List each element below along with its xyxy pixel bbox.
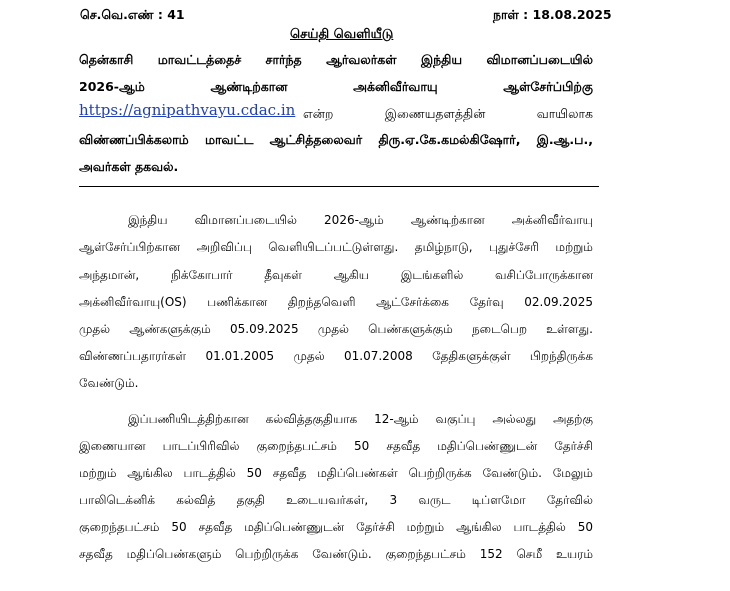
- word: இ.ஆ.ப.,: [536, 132, 593, 147]
- word: 50: [246, 466, 262, 480]
- word: உயரம்: [555, 547, 593, 561]
- word: தகுதி: [236, 493, 265, 507]
- word: பெண்களுக்கும்: [368, 322, 453, 336]
- para1-line-4: [79, 295, 593, 311]
- word: அறிவிப்பு: [196, 240, 252, 254]
- word: ஆங்கில: [127, 466, 173, 480]
- word: மற்றும்: [406, 520, 445, 534]
- word: ஆர்வலர்கள்: [326, 52, 397, 67]
- para2-line-4: [79, 493, 593, 509]
- word: சதவீத: [272, 466, 307, 480]
- word: உள்ளது.: [546, 322, 593, 336]
- subject-line-1: [79, 52, 593, 69]
- word: வேண்டும்.: [482, 466, 542, 480]
- word: 3: [389, 493, 398, 507]
- word: இணையதளத்தின்: [384, 106, 486, 121]
- word: 01.01.2005: [205, 349, 275, 363]
- word: 50: [171, 520, 187, 534]
- word: தேர்வு: [469, 295, 504, 309]
- word: புதுச்சேரி: [489, 240, 539, 254]
- word: ஆட்சித்தலைவர்: [269, 132, 363, 147]
- word: மதிப்பெண்கள்: [317, 466, 398, 480]
- subject-line-2: [79, 79, 593, 96]
- release-number: செ.வெ.எண் : 41: [80, 7, 185, 22]
- word: அக்னிவீர்வாயு(OS): [79, 295, 187, 309]
- word: உடையவர்கள்,: [286, 493, 369, 507]
- word: தேர்ச்சி: [356, 520, 395, 534]
- word: சார்ந்த: [265, 52, 302, 67]
- word: முதல்: [79, 322, 111, 336]
- word: 05.09.2025: [229, 322, 299, 336]
- word: ஆண்டிற்கான: [410, 213, 485, 227]
- word: 01.07.2008: [344, 349, 413, 363]
- word: 50: [577, 520, 593, 534]
- word: 152: [479, 547, 503, 561]
- word: டிப்ளமோ: [471, 493, 526, 507]
- word: ஆள்சேர்ப்பிற்கான: [79, 240, 181, 254]
- word: இப்பணியிடத்திற்கான: [128, 412, 249, 426]
- word: செமீ: [516, 547, 543, 561]
- word: பணிக்கான: [207, 295, 268, 309]
- word: குறைந்தபட்சம்: [79, 520, 160, 534]
- word: 2026-ஆம்: [324, 213, 384, 227]
- para1-line-5: [79, 322, 593, 338]
- word: மற்றும்: [555, 240, 593, 254]
- word: வருட: [418, 493, 451, 507]
- para2-line-1: [128, 412, 593, 428]
- word: தேர்ச்சி: [554, 439, 593, 453]
- word: முதல்: [317, 322, 349, 336]
- para1-line-2: [79, 240, 593, 256]
- word: ஆங்கில: [456, 520, 502, 534]
- word: பிறந்திருக்க: [529, 349, 593, 363]
- word: 12-ஆம்: [374, 412, 419, 426]
- word: இணையான: [79, 439, 146, 453]
- subject-line-5: அவர்கள் தகவல்.: [79, 159, 179, 174]
- word: தேதிகளுக்குள்: [432, 349, 511, 363]
- word: வேண்டும்.: [312, 547, 372, 561]
- word: கல்வித்தகுதியாக: [265, 412, 358, 426]
- word: மாவட்ட: [204, 132, 254, 147]
- word: அதற்கு: [553, 412, 593, 426]
- word: விண்ணப்பிக்கலாம்: [79, 132, 189, 147]
- word: அந்தமான்,: [79, 268, 140, 282]
- word: மதிப்பெண்களும்: [126, 547, 222, 561]
- para2-line-2: [79, 439, 593, 455]
- word: விமானப்படையில்: [194, 213, 297, 227]
- word: முதல்: [293, 349, 325, 363]
- agnipath-link[interactable]: https://agnipathvayu.cdac.in: [79, 101, 296, 119]
- word: விமானப்படையில்: [486, 52, 593, 67]
- word: பெற்றிருக்க: [235, 547, 299, 561]
- word: குறைந்தபட்சம்: [385, 547, 466, 561]
- word: அக்னிவீர்வாயு: [353, 79, 438, 94]
- word: நடைபெற: [471, 322, 527, 336]
- word: வசிப்போருக்கான: [495, 268, 593, 282]
- word: ஆள்சேர்ப்பிற்கு: [503, 79, 593, 94]
- word: வெளியிடப்பட்டுள்ளது.: [268, 240, 399, 254]
- word: ஆட்சேர்க்கை: [376, 295, 449, 309]
- word: விண்ணப்பதாரர்கள்: [79, 349, 187, 363]
- word: சதவீத: [79, 547, 113, 561]
- word: அல்லது: [492, 412, 537, 426]
- para1-line-7: வேண்டும்.: [79, 376, 139, 390]
- word: அக்னிவீர்வாயு: [511, 213, 593, 227]
- word: கல்வித்: [176, 493, 216, 507]
- word: குறைந்தபட்சம்: [256, 439, 337, 453]
- word: இந்திய: [128, 213, 168, 227]
- word: வகுப்பு: [435, 412, 476, 426]
- word: மேலும்: [552, 466, 593, 480]
- word: இந்திய: [420, 52, 463, 67]
- para1-line-3: [79, 268, 593, 284]
- release-date: நாள் : 18.08.2025: [493, 7, 612, 22]
- word: ஆண்களுக்கும்: [129, 322, 211, 336]
- page-title: செய்தி வெளியீடு: [290, 27, 394, 42]
- word: சதவீத: [198, 520, 233, 534]
- word: என்ற: [303, 106, 334, 121]
- word: தீவுகள்: [264, 268, 302, 282]
- subject-line-3: [303, 106, 593, 123]
- word: இடங்களில்: [400, 268, 464, 282]
- word: மாவட்டத்தைச்: [157, 52, 242, 67]
- word: பாடப்பிரிவில்: [162, 439, 240, 453]
- word: மற்றும்: [79, 466, 117, 480]
- word: தேர்வில்: [546, 493, 593, 507]
- word: நிக்கோபார்: [170, 268, 233, 282]
- para2-line-3: [79, 466, 593, 482]
- divider: [79, 186, 599, 187]
- word: தென்காசி: [79, 52, 134, 67]
- word: பாலிடெக்னிக்: [79, 493, 156, 507]
- word: திரு.ஏ.கே.கமல்கிஷோர்,: [378, 132, 521, 147]
- word: பெற்றிருக்க: [408, 466, 472, 480]
- subject-line-4: [79, 132, 593, 149]
- word: பாடத்தில்: [513, 520, 566, 534]
- word: மதிப்பெண்ணுடன்: [244, 520, 345, 534]
- word: சதவீத: [386, 439, 421, 453]
- para1-line-1: [128, 213, 593, 229]
- word: ஆண்டிற்கான: [210, 79, 288, 94]
- para2-line-5: [79, 520, 593, 536]
- word: தமிழ்நாடு,: [414, 240, 473, 254]
- word: 02.09.2025: [524, 295, 593, 309]
- word: மதிப்பெண்ணுடன்: [437, 439, 538, 453]
- word: 2026-ஆம்: [79, 79, 145, 94]
- word: 50: [354, 439, 370, 453]
- word: ஆகிய: [333, 268, 369, 282]
- para1-line-6: [79, 349, 593, 365]
- word: வாயிலாக: [536, 106, 593, 121]
- word: பாடத்தில்: [183, 466, 236, 480]
- word: திறந்தவெளி: [287, 295, 356, 309]
- para2-line-6: [79, 547, 593, 563]
